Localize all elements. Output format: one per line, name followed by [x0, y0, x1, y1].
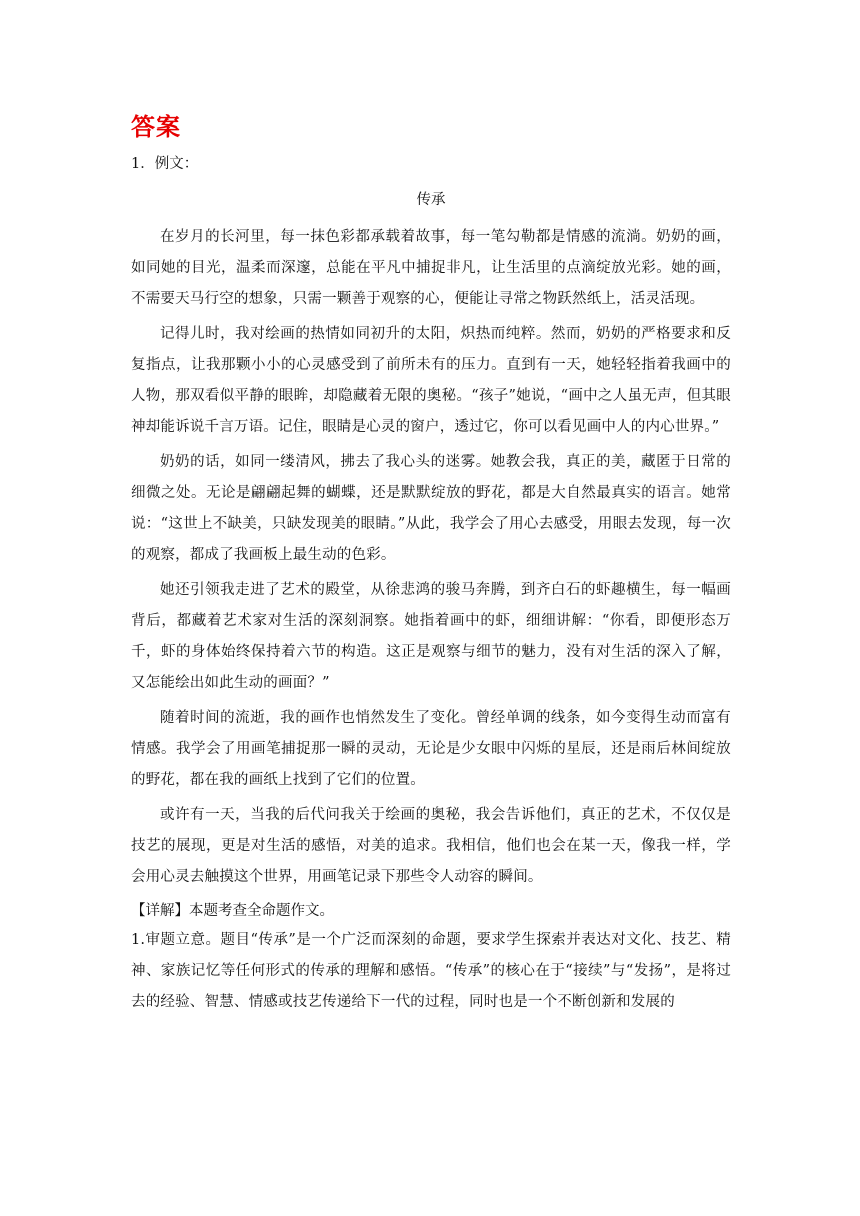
- essay-title: 传承: [416, 192, 446, 208]
- essay-paragraph: 奶奶的话，如同一缕清风，拂去了我心头的迷雾。她教会我，真正的美，藏匿于日常的细微之处。无论是翩翩起舞的蝴蝶，还是默默绽放的野花，都是大自然最真实的语言。她常说：“这世上不缺美，只缺发现美的眼睛。”从此，我学会了用心去感受，用眼去发现，每一次的观察，都成了我画板上最生动的色彩。: [131, 454, 731, 563]
- essay-paragraph: 或许有一天，当我的后代问我关于绘画的奥秘，我会告诉他们，真正的艺术，不仅仅是技艺的展现，更是对生活的感悟，对美的追求。我相信，他们也会在某一天，像我一样，学会用心灵去触摸这个世界，用画笔记录下那些令人动容的瞬间。: [131, 807, 731, 885]
- essay-paragraph: 记得儿时，我对绘画的热情如同初升的太阳，炽热而纯粹。然而，奶奶的严格要求和反复指点，让我那颗小小的心灵感受到了前所未有的压力。直到有一天，她轻轻指着我画中的人物，那双看似平静的眼眸，却隐藏着无限的奥秘。“孩子”她说，“画中之人虽无声，但其眼神却能诉说千言万语。记住，眼睛是心灵的窗户，透过它，你可以看见画中人的内心世界。”: [131, 326, 731, 435]
- essay-paragraph: 随着时间的流逝，我的画作也悄然发生了变化。曾经单调的线条，如今变得生动而富有情感。我学会了用画笔捕捉那一瞬的灵动，无论是少女眼中闪烁的星辰，还是雨后林间绽放的野花，都在我的画纸上找到了它们的位置。: [131, 710, 731, 788]
- detail-heading: 【详解】本题考查全命题作文。: [131, 903, 334, 919]
- answer-page: [131, 110, 731, 1018]
- analysis-paragraph: 1.审题立意。题目“传承”是一个广泛而深刻的命题，要求学生探索并表达对文化、技艺、精神、家族记忆等任何形式的传承的理解和感悟。“传承”的核心在于“接续”与“发扬”，是将过去的经验、智慧、情感或技艺传递给下一代的过程，同时也是一个不断创新和发展的: [131, 932, 731, 1010]
- essay-paragraph: 她还引领我走进了艺术的殿堂，从徐悲鸿的骏马奔腾，到齐白石的虾趣横生，每一幅画背后，都藏着艺术家对生活的深刻洞察。她指着画中的虾，细细讲解：“你看，即便形态万千，虾的身体始终保持着六节的构造。这正是观察与细节的魅力，没有对生活的深入了解，又怎能绘出如此生动的画面？”: [131, 582, 731, 691]
- answer-heading: 答案: [131, 113, 181, 141]
- question-label: 1．例文：: [131, 156, 199, 172]
- essay-paragraph: 在岁月的长河里，每一抹色彩都承载着故事，每一笔勾勒都是情感的流淌。奶奶的画，如同她的目光，温柔而深邃，总能在平凡中捕捉非凡，让生活里的点滴绽放光彩。她的画，不需要天马行空的想象，只需一颗善于观察的心，便能让寻常之物跃然纸上，活灵活现。: [131, 229, 731, 307]
